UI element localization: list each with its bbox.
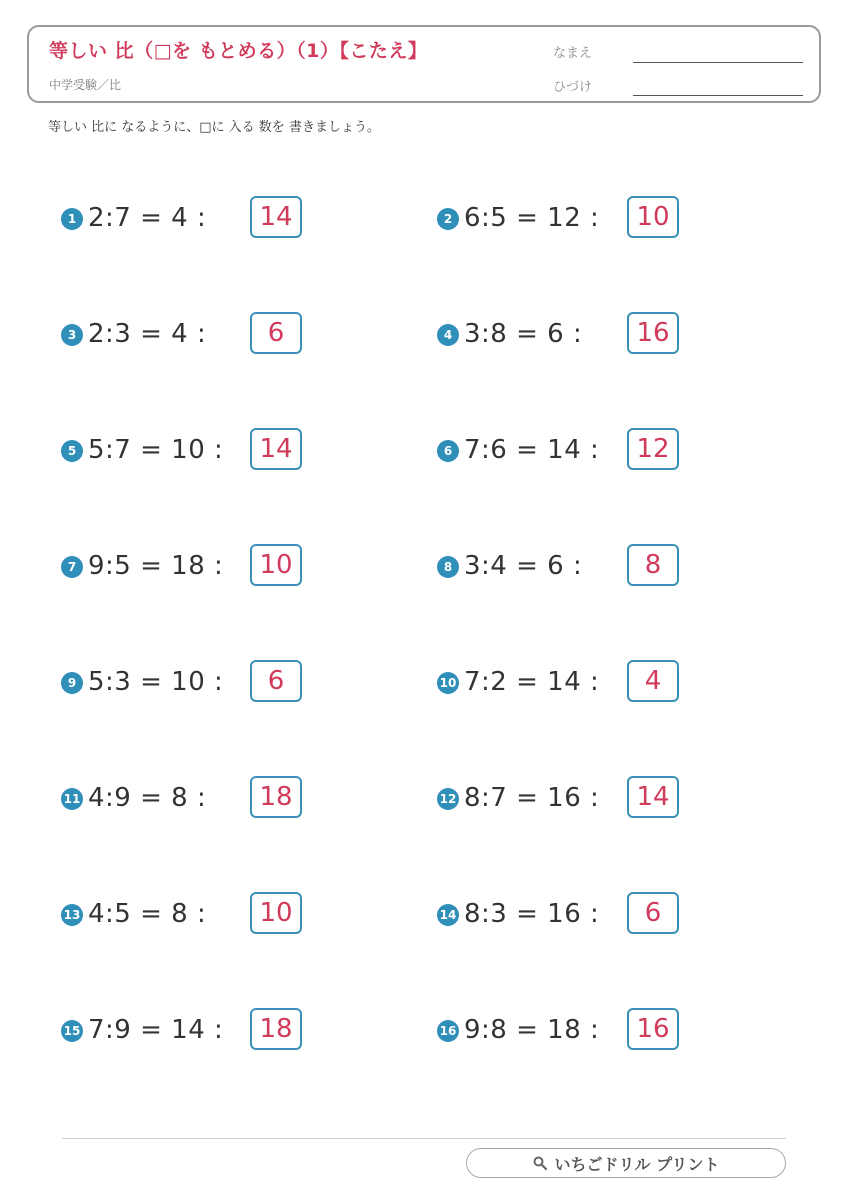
problem-number: 3	[61, 324, 83, 346]
answer-box: 6	[250, 312, 302, 354]
ratio-expression: 4:9 = 8 :	[88, 783, 207, 813]
ratio-expression: 2:7 = 4 :	[88, 203, 207, 233]
problem-number: 11	[61, 788, 83, 810]
problem-item	[437, 660, 599, 704]
problem-item	[437, 196, 599, 240]
answer-box: 8	[627, 544, 679, 586]
problem-item	[437, 1008, 599, 1052]
ratio-expression: 8:7 = 16 :	[464, 783, 600, 813]
brand-label: いちごドリル プリント	[554, 1154, 720, 1174]
ratio-expression: 7:9 = 14 :	[88, 1015, 224, 1045]
answer-box: 14	[627, 776, 679, 818]
ratio-expression: 9:5 = 18 :	[88, 551, 224, 581]
problem-number: 6	[437, 440, 459, 462]
ratio-expression: 7:6 = 14 :	[464, 435, 600, 465]
problem-item	[61, 196, 206, 240]
answer-box: 16	[627, 1008, 679, 1050]
ratio-expression: 8:3 = 16 :	[464, 899, 600, 929]
date-line	[633, 95, 803, 96]
problem-number: 9	[61, 672, 83, 694]
name-label: なまえ	[553, 46, 593, 61]
answer-box: 12	[627, 428, 679, 470]
problem-item	[61, 428, 223, 472]
date-label: ひづけ	[553, 80, 593, 95]
problem-item	[437, 892, 599, 936]
problem-number: 16	[437, 1020, 459, 1042]
answer-box: 6	[250, 660, 302, 702]
problem-item	[61, 312, 206, 356]
answer-box: 6	[627, 892, 679, 934]
page-title: 等しい 比（□を もとめる）（1）【こたえ】	[49, 40, 428, 62]
answer-box: 18	[250, 776, 302, 818]
problem-item	[61, 776, 206, 820]
answer-box: 4	[627, 660, 679, 702]
ratio-expression: 6:5 = 12 :	[464, 203, 600, 233]
ratio-expression: 4:5 = 8 :	[88, 899, 207, 929]
name-line	[633, 62, 803, 63]
problem-item	[437, 776, 599, 820]
problem-item	[61, 892, 206, 936]
ratio-expression: 2:3 = 4 :	[88, 319, 207, 349]
problem-number: 4	[437, 324, 459, 346]
answer-box: 14	[250, 428, 302, 470]
ratio-expression: 3:8 = 6 :	[464, 319, 583, 349]
problem-number: 7	[61, 556, 83, 578]
instruction-text: 等しい 比に なるように、□に 入る 数を 書きましょう。	[48, 120, 380, 135]
problem-number: 5	[61, 440, 83, 462]
worksheet-header	[27, 25, 821, 103]
problem-number: 8	[437, 556, 459, 578]
problem-item	[61, 544, 223, 588]
problem-item	[61, 660, 223, 704]
ratio-expression: 5:3 = 10 :	[88, 667, 224, 697]
answer-box: 10	[627, 196, 679, 238]
answer-box: 18	[250, 1008, 302, 1050]
footer-divider	[62, 1138, 786, 1139]
problem-item	[437, 312, 582, 356]
ratio-expression: 3:4 = 6 :	[464, 551, 583, 581]
category-label: 中学受験／比	[49, 78, 122, 92]
answer-box: 16	[627, 312, 679, 354]
problem-number: 10	[437, 672, 459, 694]
problem-number: 14	[437, 904, 459, 926]
search-icon	[533, 1156, 547, 1170]
ratio-expression: 5:7 = 10 :	[88, 435, 224, 465]
answer-box: 10	[250, 892, 302, 934]
problem-number: 15	[61, 1020, 83, 1042]
answer-box: 10	[250, 544, 302, 586]
brand-badge[interactable]	[466, 1148, 786, 1178]
ratio-expression: 9:8 = 18 :	[464, 1015, 600, 1045]
problem-number: 13	[61, 904, 83, 926]
answer-box: 14	[250, 196, 302, 238]
ratio-expression: 7:2 = 14 :	[464, 667, 600, 697]
problem-item	[437, 428, 599, 472]
problem-item	[437, 544, 582, 588]
problem-number: 2	[437, 208, 459, 230]
problem-number: 12	[437, 788, 459, 810]
problem-number: 1	[61, 208, 83, 230]
problem-item	[61, 1008, 223, 1052]
